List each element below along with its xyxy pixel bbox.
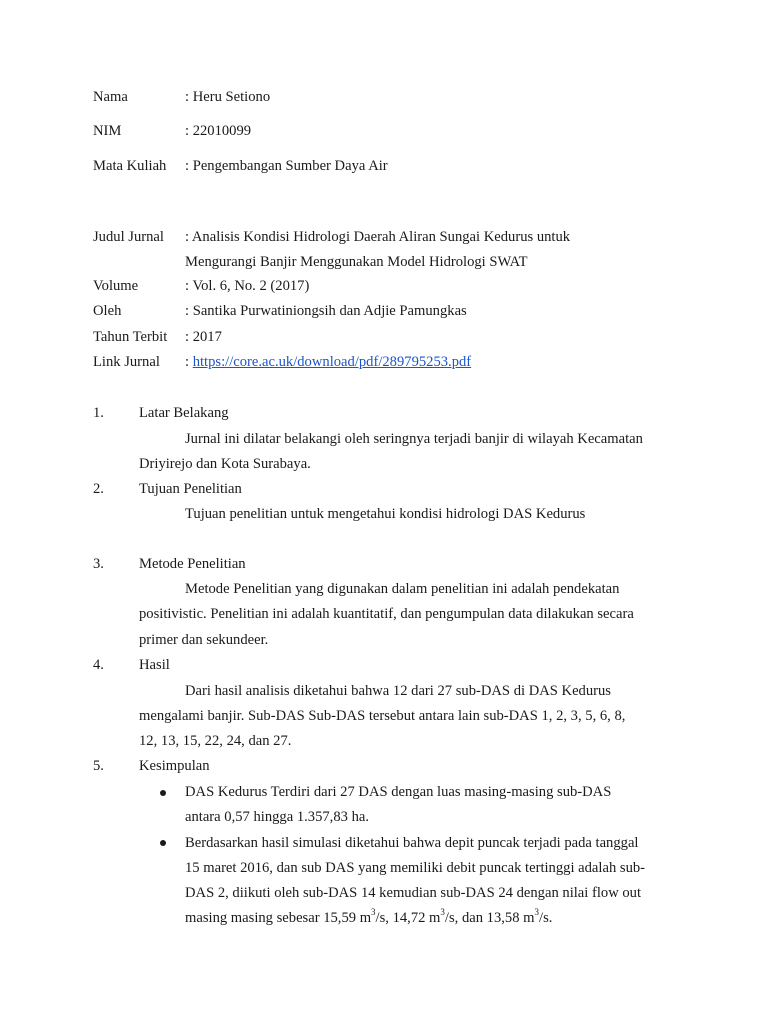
section-2-number: 2. [93, 481, 104, 497]
section-4-number: 4. [93, 657, 104, 673]
conclusion-bullet-2-cont2: DAS 2, diikuti oleh sub-DAS 14 kemudian sub-DAS 24 dengan nilai flow out [185, 885, 642, 901]
bullet-dot [160, 840, 166, 846]
oleh-label: Oleh [93, 303, 122, 319]
section-4-text-cont2: 12, 13, 15, 22, 24, dan 27. [139, 733, 292, 749]
mata-kuliah-value: : Pengembangan Sumber Daya Air [185, 158, 388, 174]
bullet-dot [160, 790, 166, 796]
nim-value: : 22010099 [185, 123, 252, 139]
section-1-text-cont: Driyirejo dan Kota Surabaya. [139, 456, 311, 472]
conclusion-bullet-1: DAS Kedurus Terdiri dari 27 DAS dengan luas masing-masing sub-DAS [185, 784, 612, 800]
section-2-text: Tujuan penelitian untuk mengetahui kondisi hidrologi DAS Kedurus [185, 506, 586, 522]
section-5-number: 5. [93, 758, 104, 774]
link-jurnal-row [185, 353, 471, 371]
section-3-number: 3. [93, 556, 104, 572]
flow-value-1: masing masing sebesar 15,59 m [185, 910, 372, 926]
judul-jurnal-label: Judul Jurnal [93, 229, 164, 245]
tahun-terbit-label: Tahun Terbit [93, 329, 168, 345]
section-3-text-cont2: primer dan sekundeer. [139, 632, 269, 648]
section-3-text: Metode Penelitian yang digunakan dalam penelitian ini adalah pendekatan [185, 581, 620, 597]
flow-value-end: /s. [539, 910, 553, 926]
flow-value-3: /s, dan 13,58 m [444, 910, 535, 926]
judul-jurnal-value: : Analisis Kondisi Hidrologi Daerah Aliran Sungai Kedurus untuk [185, 229, 571, 245]
nama-value: : Heru Setiono [185, 89, 271, 105]
nim-label: NIM [93, 123, 122, 139]
superscript: 3 [440, 907, 445, 918]
section-3-text-cont: positivistic. Penelitian ini adalah kuantitatif, dan pengumpulan data dilakukan secara [139, 606, 634, 622]
volume-label: Volume [93, 278, 139, 294]
superscript: 3 [371, 907, 376, 918]
oleh-value: : Santika Purwatiniongsih dan Adjie Pamungkas [185, 303, 467, 319]
section-1-text: Jurnal ini dilatar belakangi oleh seringnya terjadi banjir di wilayah Kecamatan [185, 431, 643, 447]
superscript: 3 [534, 907, 540, 918]
section-5-title: Kesimpulan [139, 758, 210, 774]
section-1-title: Latar Belakang [139, 405, 229, 421]
conclusion-bullet-2: Berdasarkan hasil simulasi diketahui bahwa depit puncak terjadi pada tanggal [185, 835, 639, 851]
conclusion-bullet-2-cont: 15 maret 2016, dan sub DAS yang memiliki debit puncak tertinggi adalah sub- [185, 860, 646, 876]
journal-link[interactable]: https://core.ac.uk/download/pdf/289795253.pdf [192, 354, 472, 370]
link-jurnal-label: Link Jurnal [93, 354, 160, 370]
link-prefix: : [185, 354, 193, 370]
volume-value: : Vol. 6, No. 2 (2017) [185, 278, 310, 294]
tahun-terbit-value: : 2017 [185, 329, 222, 345]
section-1-number: 1. [93, 405, 104, 421]
conclusion-bullet-1-cont: antara 0,57 hingga 1.357,83 ha. [185, 809, 369, 825]
judul-jurnal-value-cont: Mengurangi Banjir Menggunakan Model Hidrologi SWAT [185, 254, 528, 270]
flow-value-2: /s, 14,72 m [375, 910, 441, 926]
conclusion-bullet-2-cont3 [185, 909, 552, 927]
section-4-title: Hasil [139, 657, 170, 673]
mata-kuliah-label: Mata Kuliah [93, 158, 167, 174]
section-4-text-cont: mengalami banjir. Sub-DAS Sub-DAS tersebut antara lain sub-DAS 1, 2, 3, 5, 6, 8, [139, 708, 626, 724]
section-3-title: Metode Penelitian [139, 556, 246, 572]
section-2-title: Tujuan Penelitian [139, 481, 242, 497]
section-4-text: Dari hasil analisis diketahui bahwa 12 dari 27 sub-DAS di DAS Kedurus [185, 683, 611, 699]
nama-label: Nama [93, 89, 128, 105]
